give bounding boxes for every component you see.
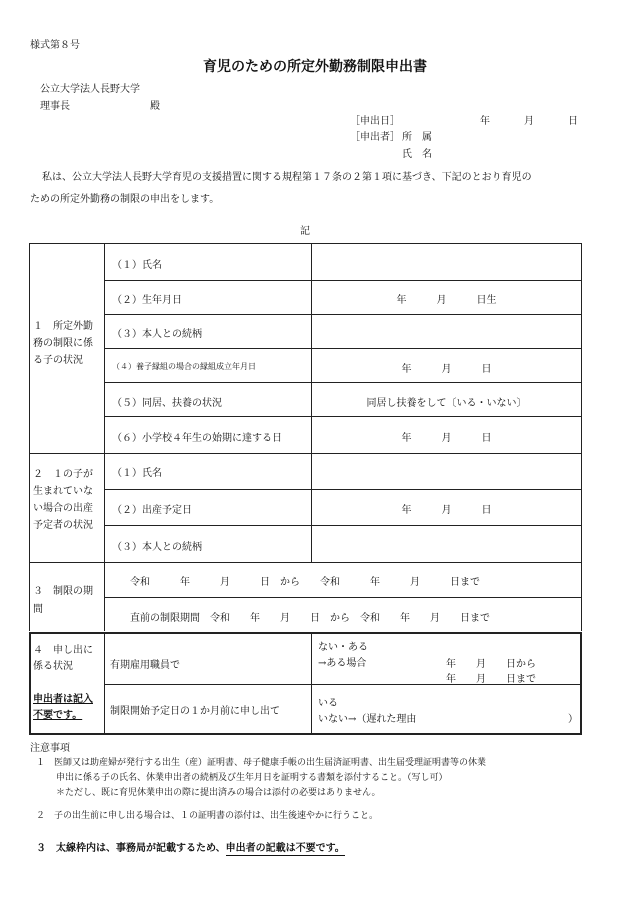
section4-note: 申出者は記入不要です。 — [33, 694, 93, 721]
s2-row1-label: （１）氏名 — [112, 468, 162, 479]
section2-label: ２ １の子が生まれていない場合の出産予定者の状況 — [33, 469, 93, 531]
s1-row5-value: 同居し扶養をして〔いる・いない〕 — [366, 398, 527, 409]
notes-item1-line3: ＊ただし、既に育児休業申出の際に提出済みの場合は添付の必要はありません。 — [56, 788, 381, 798]
s4-row1-dates-a: 年 月 日から — [446, 659, 536, 670]
s2-row2-label: （２）出産予定日 — [112, 505, 192, 516]
s2-row2-value: 年 月 日 — [401, 505, 492, 516]
applicant-label: ［申出者］ — [350, 132, 400, 143]
page-title: 育児のための所定外勤務制限申出書 — [203, 59, 427, 75]
section3-label: ３ 制限の期間 — [33, 586, 93, 615]
s4-row1-dates-b: 年 月 日まで — [446, 674, 536, 685]
body-text-line2: ための所定外勤務の制限の申出をします。 — [30, 194, 220, 205]
body-text-line1: 私は、公立大学法人長野大学育児の支援措置に関する規程第１７条の２第１項に基づき、下記のとおり育児の — [42, 172, 532, 183]
form-number: 様式第８号 — [30, 40, 80, 51]
date-month: 月 — [524, 116, 534, 127]
s1-row1-label: （１）氏名 — [112, 260, 162, 271]
addressee-position: 理事長 — [40, 101, 70, 112]
ki-label: 記 — [300, 226, 310, 237]
s4-row2-value-a: いる — [318, 698, 338, 709]
s4-row2-label: 制限開始予定日の１か月前に申し出て — [110, 706, 280, 717]
s1-row4-label: （４）養子縁組の場合の縁組成立年月日 — [112, 362, 256, 371]
notes-item3-emph: 申出者の記載は不要です。 — [225, 843, 345, 854]
date-label: ［申出日］ — [350, 116, 400, 127]
s1-row2-label: （２）生年月日 — [112, 295, 182, 306]
s1-row3-label: （３）本人との続柄 — [112, 329, 202, 340]
s4-row1-label: 有期雇用職員で — [110, 660, 180, 671]
s1-row6-label: （６）小学校４年生の始期に達する日 — [112, 433, 282, 444]
name-label: 氏 名 — [402, 149, 432, 160]
notes-item1-line1: １ 医師又は助産婦が発行する出生（産）証明書、母子健康手帳の出生届済証明書、出生届受理証明書等の休業 — [36, 758, 487, 768]
s4-row2-value-b: いない→（遅れた理由 — [318, 714, 417, 725]
affiliation-label: 所 属 — [402, 132, 432, 143]
notes-heading: 注意事項 — [30, 743, 70, 754]
section4-label: ４ 申し出に係る状況 — [33, 645, 93, 672]
notes-item1-line2: 申出に係る子の氏名、休業申出者の続柄及び生年月日を証明する書類を添付すること。（写し可） — [56, 773, 448, 783]
date-year: 年 — [480, 116, 490, 127]
notes-item2: ２ 子の出生前に申し出る場合は、１の証明書の添付は、出生後速やかに行うこと。 — [36, 811, 379, 821]
s1-row4-value: 年 月 日 — [401, 364, 492, 375]
s1-row5-label: （５）同居、扶養の状況 — [112, 398, 222, 409]
date-day: 日 — [568, 116, 578, 127]
s4-row2-close: ） — [568, 714, 578, 725]
notes-item3 — [36, 839, 345, 854]
s1-row2-value: 年 月 日生 — [396, 295, 497, 306]
s4-row1-value-a: ない・ある — [318, 642, 368, 653]
s2-row3-label: （３）本人との続柄 — [112, 542, 202, 553]
notes-item3-prefix: ３ 太線枠内は、事務局が記載するため、 — [36, 843, 226, 854]
addressee-honorific: 殿 — [150, 101, 160, 112]
s4-row1-value-b: →ある場合 — [318, 658, 367, 669]
s1-row6-value: 年 月 日 — [401, 433, 492, 444]
section1-label: １ 所定外勤務の制限に係る子の状況 — [33, 321, 93, 366]
s3-period: 令和 年 月 日 から 令和 年 月 日まで — [130, 577, 480, 588]
s3-previous-period: 直前の制限期間 令和 年 月 日 から 令和 年 月 日まで — [130, 613, 490, 624]
addressee-org: 公立大学法人長野大学 — [40, 84, 140, 95]
